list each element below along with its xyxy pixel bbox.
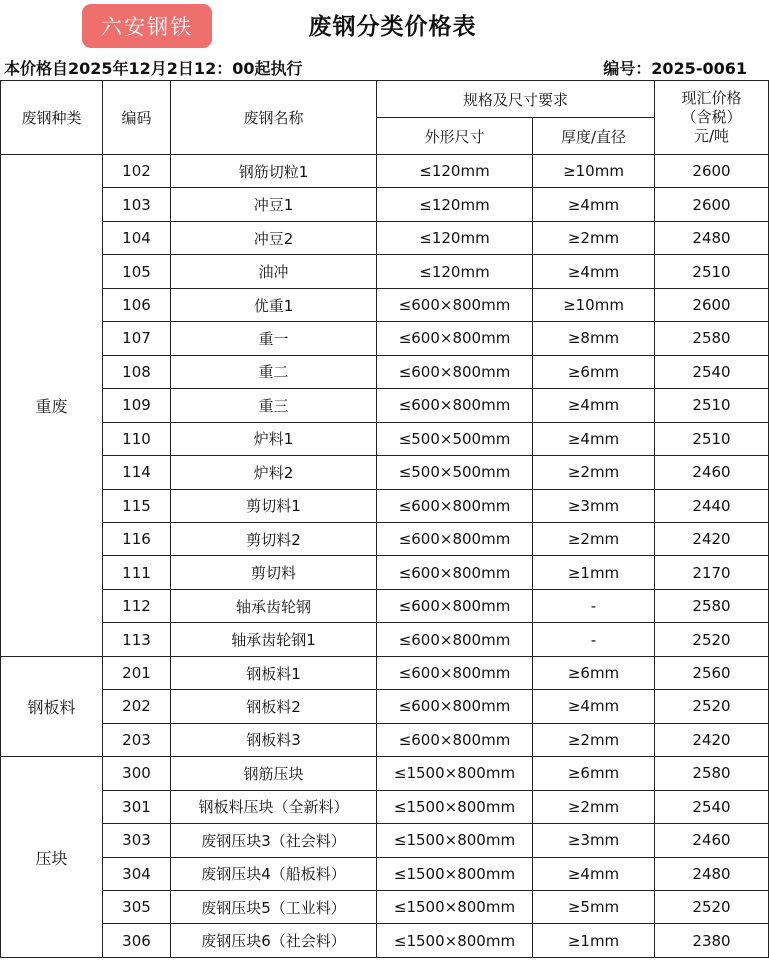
price-cell: 2520 [655,623,769,656]
size-cell: ≤120mm [377,255,533,288]
code-cell: 305 [103,890,171,923]
code-cell: 201 [103,656,171,689]
table-row [1,757,769,790]
table-row [1,790,769,823]
size-cell: ≤600×800mm [377,489,533,522]
table-header [1,81,769,155]
size-cell: ≤600×800mm [377,589,533,622]
code-cell: 203 [103,723,171,756]
category-cell: 压块 [1,757,103,958]
table-row [1,322,769,355]
size-cell: ≤1500×800mm [377,857,533,890]
table-row [1,155,769,188]
size-cell: ≤1500×800mm [377,890,533,923]
size-cell: ≤120mm [377,188,533,221]
code-cell: 113 [103,623,171,656]
code-cell: 303 [103,824,171,857]
table-row [1,456,769,489]
name-cell: 钢板料1 [171,656,377,689]
price-cell: 2580 [655,757,769,790]
price-cell: 2460 [655,824,769,857]
price-cell: 2510 [655,389,769,422]
code-cell: 110 [103,422,171,455]
code-cell: 111 [103,556,171,589]
company-badge: 六安钢铁 [82,4,212,48]
name-cell: 钢筋切粒1 [171,155,377,188]
table-row [1,389,769,422]
header-code: 编码 [103,81,171,155]
category-cell: 重废 [1,155,103,657]
table-row [1,255,769,288]
name-cell: 轴承齿轮钢1 [171,623,377,656]
name-cell: 轴承齿轮钢 [171,589,377,622]
table-row [1,924,769,957]
document-serial: 编号：2025-0061 [603,59,747,78]
thickness-cell: ≥1mm [533,556,655,589]
table-row [1,489,769,522]
code-cell: 114 [103,456,171,489]
table-row [1,188,769,221]
thickness-cell: ≥10mm [533,155,655,188]
table-row [1,556,769,589]
name-cell: 油冲 [171,255,377,288]
category-cell: 钢板料 [1,656,103,756]
header-spec: 规格及尺寸要求 [377,81,655,118]
table-row [1,288,769,321]
code-cell: 108 [103,355,171,388]
table-row [1,890,769,923]
price-cell: 2560 [655,656,769,689]
code-cell: 301 [103,790,171,823]
name-cell: 废钢压块5（工业料） [171,890,377,923]
price-cell: 2540 [655,790,769,823]
table-row [1,589,769,622]
size-cell: ≤120mm [377,155,533,188]
code-cell: 103 [103,188,171,221]
code-cell: 102 [103,155,171,188]
code-cell: 202 [103,690,171,723]
header-price-line3: 元/吨 [693,127,730,145]
table-row [1,723,769,756]
size-cell: ≤600×800mm [377,556,533,589]
code-cell: 304 [103,857,171,890]
thickness-cell: ≥6mm [533,355,655,388]
table-row [1,690,769,723]
name-cell: 剪切料 [171,556,377,589]
table-row [1,824,769,857]
thickness-cell: ≥3mm [533,489,655,522]
name-cell: 优重1 [171,288,377,321]
name-cell: 重二 [171,355,377,388]
size-cell: ≤600×800mm [377,288,533,321]
price-cell: 2510 [655,255,769,288]
size-cell: ≤1500×800mm [377,824,533,857]
thickness-cell: ≥3mm [533,824,655,857]
price-cell: 2520 [655,890,769,923]
size-cell: ≤1500×800mm [377,924,533,957]
thickness-cell: ≥4mm [533,690,655,723]
size-cell: ≤120mm [377,221,533,254]
name-cell: 炉料1 [171,422,377,455]
header-price [655,81,769,155]
code-cell: 107 [103,322,171,355]
code-cell: 109 [103,389,171,422]
thickness-cell: ≥4mm [533,188,655,221]
name-cell: 废钢压块6（社会料） [171,924,377,957]
price-cell: 2600 [655,288,769,321]
price-cell: 2510 [655,422,769,455]
thickness-cell: ≥4mm [533,389,655,422]
table-row [1,422,769,455]
size-cell: ≤600×800mm [377,322,533,355]
thickness-cell: ≥2mm [533,723,655,756]
name-cell: 重三 [171,389,377,422]
price-cell: 2480 [655,857,769,890]
header-size: 外形尺寸 [377,118,533,155]
code-cell: 112 [103,589,171,622]
size-cell: ≤500×500mm [377,422,533,455]
price-cell: 2580 [655,322,769,355]
table-row [1,522,769,555]
size-cell: ≤600×800mm [377,723,533,756]
thickness-cell: ≥4mm [533,255,655,288]
size-cell: ≤500×500mm [377,456,533,489]
header-category: 废钢种类 [1,81,103,155]
code-cell: 306 [103,924,171,957]
price-cell: 2380 [655,924,769,957]
price-cell: 2440 [655,489,769,522]
thickness-cell: ≥10mm [533,288,655,321]
price-cell: 2420 [655,723,769,756]
name-cell: 钢板料3 [171,723,377,756]
size-cell: ≤600×800mm [377,623,533,656]
price-cell: 2600 [655,188,769,221]
thickness-cell: ≥6mm [533,757,655,790]
thickness-cell: - [533,589,655,622]
price-cell: 2600 [655,155,769,188]
table-row [1,355,769,388]
thickness-cell: ≥4mm [533,857,655,890]
code-cell: 106 [103,288,171,321]
thickness-cell: ≥2mm [533,456,655,489]
size-cell: ≤600×800mm [377,389,533,422]
table-row [1,857,769,890]
name-cell: 冲豆1 [171,188,377,221]
code-cell: 104 [103,221,171,254]
size-cell: ≤1500×800mm [377,757,533,790]
thickness-cell: ≥5mm [533,890,655,923]
price-cell: 2420 [655,522,769,555]
name-cell: 钢板料2 [171,690,377,723]
price-cell: 2170 [655,556,769,589]
table-row [1,656,769,689]
name-cell: 冲豆2 [171,221,377,254]
size-cell: ≤600×800mm [377,690,533,723]
price-cell: 2540 [655,355,769,388]
code-cell: 105 [103,255,171,288]
price-table [0,80,769,958]
size-cell: ≤600×800mm [377,355,533,388]
name-cell: 钢筋压块 [171,757,377,790]
name-cell: 炉料2 [171,456,377,489]
thickness-cell: ≥4mm [533,422,655,455]
table-row [1,623,769,656]
code-cell: 115 [103,489,171,522]
thickness-cell: ≥2mm [533,522,655,555]
price-cell: 2460 [655,456,769,489]
size-cell: ≤1500×800mm [377,790,533,823]
code-cell: 116 [103,522,171,555]
name-cell: 废钢压块4（船板料） [171,857,377,890]
name-cell: 废钢压块3（社会料） [171,824,377,857]
size-cell: ≤600×800mm [377,522,533,555]
thickness-cell: ≥1mm [533,924,655,957]
thickness-cell: ≥2mm [533,790,655,823]
price-cell: 2480 [655,221,769,254]
price-cell: 2580 [655,589,769,622]
code-cell: 300 [103,757,171,790]
page-title: 废钢分类价格表 [308,13,477,40]
name-cell: 钢板料压块（全新料） [171,790,377,823]
price-cell: 2520 [655,690,769,723]
header-thickness: 厚度/直径 [533,118,655,155]
effective-date-note: 本价格自2025年12月2日12：00起执行 [4,59,303,78]
header-price-line2: （含税） [681,108,742,126]
size-cell: ≤600×800mm [377,656,533,689]
header-name: 废钢名称 [171,81,377,155]
name-cell: 剪切料1 [171,489,377,522]
thickness-cell: ≥6mm [533,656,655,689]
thickness-cell: ≥8mm [533,322,655,355]
name-cell: 重一 [171,322,377,355]
table-body [1,155,769,958]
table-row [1,221,769,254]
header-price-line1: 现汇价格 [681,89,742,107]
thickness-cell: - [533,623,655,656]
thickness-cell: ≥2mm [533,221,655,254]
name-cell: 剪切料2 [171,522,377,555]
